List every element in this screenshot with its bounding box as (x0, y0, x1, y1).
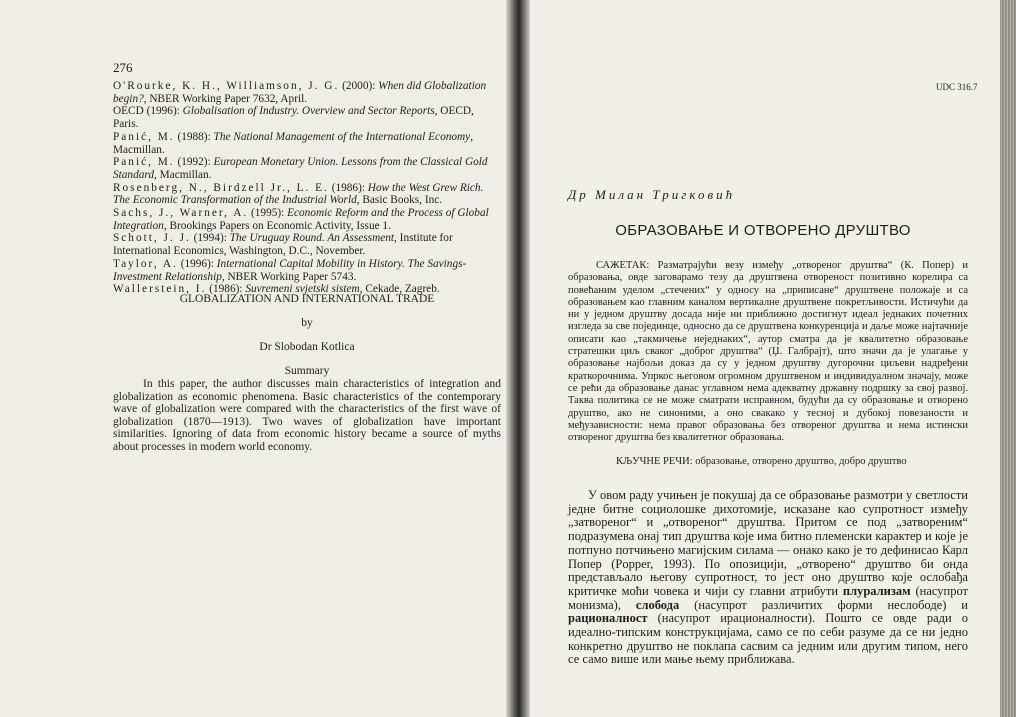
reference-item: Schott, J. J. (1994): The Uruguay Round. An Assessment, Institute for International Economics, Washington, D.C., November. (113, 232, 453, 258)
reference-item: OECD (1996): Globalisation of Industry. Overview and Sector Reports, OECD, Paris. (113, 105, 474, 131)
summary-header (113, 292, 501, 388)
keywords: КЉУЧНЕ РЕЧИ: образовање, отворено друштво, добро друштво (616, 456, 907, 467)
article-title: ОБРАЗОВАЊЕ И ОТВОРЕНО ДРУШТВО (615, 222, 911, 239)
summary-author: Dr Slobodan Kotlica (259, 341, 355, 353)
right-page (530, 0, 1000, 717)
summary-by: by (301, 317, 313, 329)
reference-item: Rosenberg, N., Birdzell Jr., L. E. (1986): How the West Grew Rich. The Economic Transformation of the Industrial World, Basic Books, Inc. (113, 181, 484, 207)
abstract: САЖЕТАК: Разматрајући везу између „отвореног друштва“ (К. Попер) и образовања, овде заговарамо тезу да друштвена отвореност позитивно корелира са повећаним уделом „стечених“ у односу на „приписане“ друштвене положаје и са образовањем као главним каналом вертикалне друштвене покретљивости. Истичући да ни у једном друштву досада није ни приближно достигнут идеал једнаких почетних изгледа за све појединце, односно да се друштвена конкуренција и даље може најтачније описати као „такмичење неједнаких“, аутор сматра да је квалитетно образовање стратешки циљ сваког „доброг друштва“ (Џ. Галбрајт), што значи да је улагање у образовање најбољи доказ да су у једном друштву дугорочни циљеви надређени краткорочнима. Упркос његовом огромном друштвеном и индивидуалном значају, може се рећи да образовање данас углавном нема адекватну државну подршку за свој развој. Таква политика се не може сматрати исправном, будући да су образовање и отворено друштво, ако не синоними, а оно свакако у тесној и дубокој повезаности и међузависности: нема правог образовања без отвореног друштва и нема истински отвореног друштва без квалитетног образовања. (568, 260, 968, 444)
article-author: Др Милан Тригковић (568, 187, 736, 202)
reference-item: Panić, M. (1988): The National Management of the International Economy, Macmillan. (113, 130, 474, 156)
summary-text: In this paper, the author discusses main characteristics of integration and globalization as economic phenomena. Basic characteristics of the contemporary wave of globalization were compared with the characteristics of the first wave of globalization (1870—1913). Two waves of globalization have important similarities. Ignoring of data from economic history became a source of myths about processes in modern world economy. (113, 378, 501, 453)
reference-item: Sachs, J., Warner, A. (1995): Economic Reform and the Process of Global Integration, Brookings Papers on Economic Activity, Issue 1. (113, 207, 489, 232)
reference-item: Wallerstein, I. (1986): Suvremeni svjetski sistem, Cekade, Zagreb. (113, 283, 440, 296)
reference-item: O'Rourke, K. H., Williamson, J. G. (2000): When did Globalization begin?, NBER Working Paper 7632, April. (113, 80, 487, 105)
body-paragraph: У овом раду учињен је покушај да се образовање размотри у светлости једне битне социолошке дихотомије, исказане као супротност између „затвореног“ и „отвореног“ друштва. Притом се под „затвореним“ подразумева онај тип друштва које има битно племенски карактер и које је потпуно потчињено магијским силама — онако како је то дефинисао Карл Попер (Popper, 1993). По опозицији, „отворено“ друштво би онда представљало његову супротност, то јест оно друштво које ослобађа критичке моћи човека и чији су главни атрибути плурализам (насупрот монизма), слобода (насупрот различитих форми неслободе) и рационалност (насупрот ирационалности). Пошто се овде ради о идеално-типским конструкцијама, само се по себи разуме да се ни једно конкретно друштво не поклапа сасвим са једним или другим типом, него се само више или мање њему приближава. (568, 488, 968, 667)
page-edges (1000, 0, 1016, 717)
summary-title: GLOBALIZATION AND INTERNATIONAL TRADE (179, 293, 435, 305)
summary-heading: Summary (284, 365, 330, 377)
reference-item: Panić, M. (1992): European Monetary Union. Lessons from the Classical Gold Standard, Macmillan. (113, 156, 488, 181)
page-number: 276 (113, 60, 133, 75)
book-gutter (506, 0, 530, 717)
reference-item: Taylor, A. (1996): International Capital Mobility in History. The Savings-Investment Relationship, NBER Working Paper 5743. (113, 257, 467, 283)
reference-list (113, 80, 501, 296)
left-page (0, 0, 506, 717)
udc-code: UDC 316.7 (936, 82, 978, 92)
